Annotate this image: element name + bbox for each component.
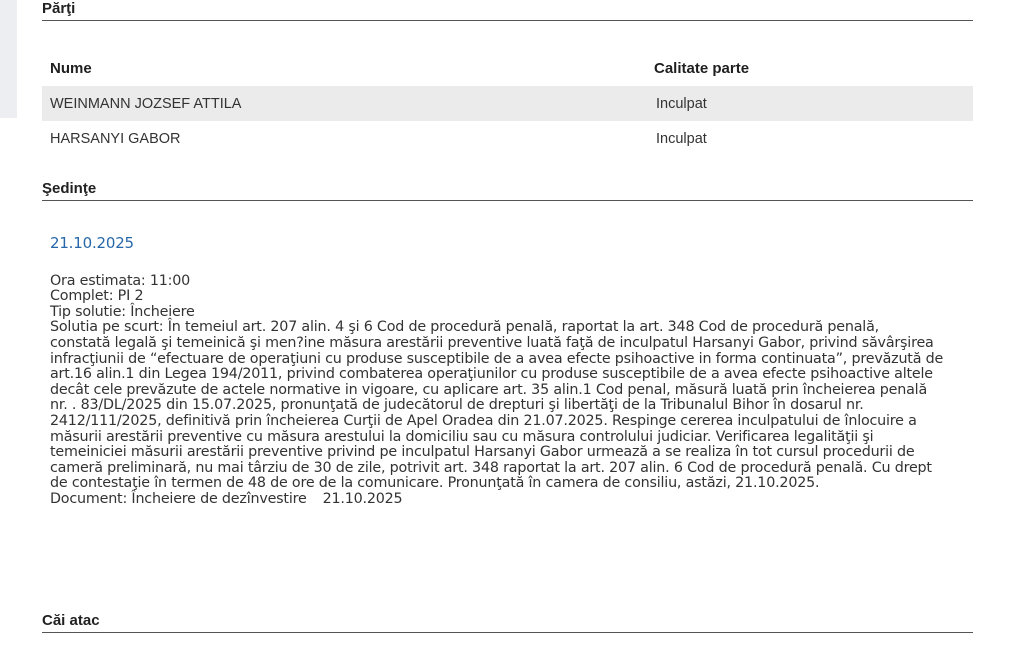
session-complet: Complet: PI 2 [50, 288, 144, 305]
column-header-nume: Nume [50, 59, 92, 77]
solutie-line: temeiniciei măsurii arestării preventive privind pe inculpatul Harsanyi Gabor urmează a se realiza în tot cursul procedurii de [50, 444, 915, 461]
solutie-line: art.16 alin.1 din Legea 194/2011, privind combaterea operaţiunilor cu produse susceptibile de a avea efecte psihoactive altele [50, 366, 933, 383]
session-document [50, 492, 970, 508]
solutie-line: Solutia pe scurt: În temeiul art. 207 alin. 4 şi 6 Cod de procedură penală, raportat la art. 348 Cod de procedură penală, [50, 319, 879, 336]
session-entry [50, 236, 970, 508]
solutie-line: decât cele prevăzute de actele normative in vigoare, cu aplicare art. 35 alin.1 Cod penal, măsură luată prin încheierea penală [50, 381, 928, 398]
solutie-line: infracţiunii de “efectuare de operaţiuni cu produse susceptibile de a avea efecte psihoactive in forma continuata”, prevăzută de [50, 350, 944, 367]
session-tip-solutie: Tip solutie: Încheiere [50, 303, 195, 320]
table-row [42, 121, 973, 156]
table-header [42, 50, 973, 86]
section-title-sedinte: Şedinţe [42, 180, 973, 201]
party-name: HARSANYI GABOR [50, 130, 181, 147]
solutie-line: cameră preliminară, nu mai târziu de 30 de zile, potrivit art. 348 raportat la art. 207 alin. 6 Cod de procedură penală. Cu drept [50, 459, 932, 476]
parti-table [42, 50, 973, 156]
party-calitate: Inculpat [656, 130, 707, 147]
session-ora: Ora estimata: 11:00 [50, 272, 191, 289]
document-date: 21.10.2025 [322, 490, 403, 507]
left-panel-edge [0, 0, 17, 118]
solutie-line: 2412/111/2025, definitivă prin încheierea Curţii de Apel Oradea din 21.07.2025. Respinge cererea inculpatului de înlocuire a [50, 412, 917, 429]
solutie-line: nr. . 83/DL/2025 din 15.07.2025, pronunţată de judecătorul de drepturi şi libertăţi de la Tribunalul Bihor în dosarul nr. [50, 397, 864, 414]
session-date-link[interactable]: 21.10.2025 [50, 234, 134, 252]
document-label: Document: Încheiere de dezînvestire [50, 490, 307, 507]
solutie-line: măsurii arestării preventive cu măsura arestului la domiciliu sau cu măsura controlului judiciar. Verificarea legalităţii şi [50, 428, 874, 445]
column-header-calitate: Calitate parte [654, 59, 750, 77]
table-row [42, 86, 973, 121]
solutie-line: de contestaţie în termen de 48 de ore de la comunicare. Pronunţată în camera de consiliu, astăzi, 21.10.2025. [50, 475, 820, 492]
party-calitate: Inculpat [656, 95, 707, 112]
solutie-line: constată legală şi temeinică şi men?ine măsura arestării preventive luată faţă de inculpatul Harsanyi Gabor, privind săvârşirea [50, 334, 934, 351]
section-title-cai-atac: Căi atac [42, 612, 973, 633]
party-name: WEINMANN JOZSEF ATTILA [50, 95, 242, 112]
section-title-parti: Părţi [42, 0, 973, 21]
